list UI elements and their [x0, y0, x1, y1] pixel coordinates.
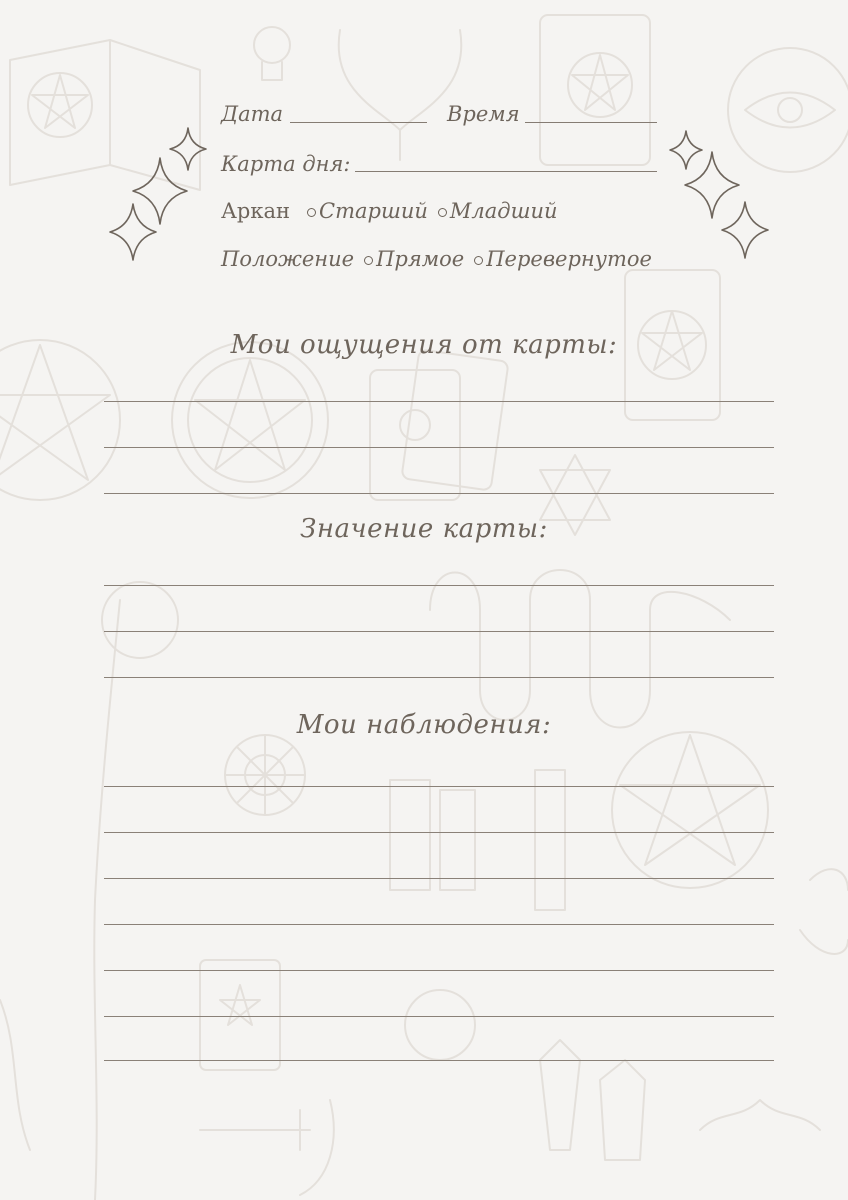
- position-label: Положение: [221, 247, 355, 271]
- writing-line[interactable]: [104, 447, 774, 448]
- writing-line[interactable]: [104, 924, 774, 925]
- section-title-meaning: Значение карты:: [300, 514, 548, 544]
- arcana-major-label: Старший: [319, 199, 428, 223]
- writing-line[interactable]: [104, 1016, 774, 1017]
- section-title-observations: Мои наблюдения:: [296, 710, 552, 740]
- position-reversed-radio[interactable]: [474, 256, 483, 265]
- section-title-feelings: Мои ощущения от карты:: [230, 330, 618, 360]
- writing-line[interactable]: [104, 585, 774, 586]
- writing-line[interactable]: [104, 631, 774, 632]
- writing-line[interactable]: [104, 786, 774, 787]
- sparkle-star-icon: [133, 158, 187, 224]
- writing-line[interactable]: [104, 832, 774, 833]
- sparkle-star-icon: [170, 128, 206, 170]
- position-upright-label: Прямое: [376, 247, 465, 271]
- position-row: [221, 247, 652, 271]
- card-of-day-label: Карта дня:: [221, 152, 351, 176]
- date-label: Дата: [221, 102, 284, 126]
- arcana-row: [221, 199, 558, 223]
- card-of-day-field-line[interactable]: [355, 171, 657, 172]
- arcana-major-radio[interactable]: [307, 208, 316, 217]
- time-field-line[interactable]: [525, 122, 657, 123]
- position-reversed-label: Перевернутое: [486, 247, 652, 271]
- writing-line[interactable]: [104, 493, 774, 494]
- time-label: Время: [447, 102, 520, 126]
- arcana-label: Аркан: [221, 199, 290, 223]
- date-field-line[interactable]: [290, 122, 427, 123]
- writing-line[interactable]: [104, 970, 774, 971]
- writing-line[interactable]: [104, 1060, 774, 1061]
- sparkle-star-icon: [722, 202, 768, 258]
- sparkle-star-icon: [685, 152, 739, 218]
- arcana-minor-radio[interactable]: [438, 208, 447, 217]
- sparkle-star-icon: [670, 131, 702, 169]
- arcana-minor-label: Младший: [449, 199, 558, 223]
- writing-line[interactable]: [104, 677, 774, 678]
- position-upright-radio[interactable]: [364, 256, 373, 265]
- writing-line[interactable]: [104, 878, 774, 879]
- writing-line[interactable]: [104, 401, 774, 402]
- sparkle-star-icon: [110, 204, 156, 260]
